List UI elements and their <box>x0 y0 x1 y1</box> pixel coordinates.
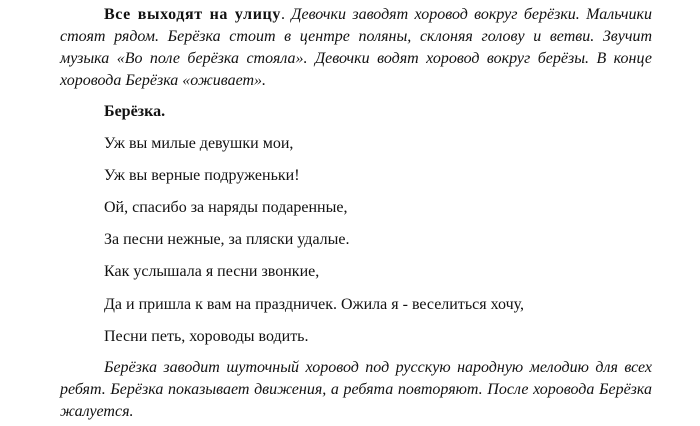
stage-direction-intro <box>60 4 652 92</box>
stage-direction-text: Девочки заводят хоровод вокруг берёзки. Мальчики стоят рядом. Берёзка стоит в центре поляны, склоняя голову и ветви. Звучит музыка «Во поле берёзка стояла». Девочки водят хоровод вокруг берёзы. В конце хоровода Берёзка «оживает». <box>60 6 652 89</box>
verse-line-5: Как услышала я песни звонкие, <box>104 263 320 280</box>
speaker-heading: Берёзка. <box>104 103 166 120</box>
stage-direction-bold: Все выходят на улицу <box>104 6 281 23</box>
verse-line-1: Уж вы милые девушки мои, <box>104 135 294 152</box>
stage-direction-dot: . <box>280 6 292 23</box>
verse-line-4: За песни нежные, за пляски удалые. <box>104 231 350 248</box>
verse-line-7: Песни петь, хороводы водить. <box>104 328 309 345</box>
stage-direction-outro: Берёзка заводит шуточный хоровод под русскую народную мелодию для всех ребят. Берёзка показывает движения, а ребята повторяют. После хоровода Берёзка жалуется. <box>60 359 652 420</box>
verse-line-2: Уж вы верные подруженьки! <box>104 167 300 184</box>
verse-line-6: Да и пришла к вам на праздничек. Ожила я - веселиться хочу, <box>104 296 525 313</box>
verse-line-3: Ой, спасибо за наряды подаренные, <box>104 199 348 216</box>
